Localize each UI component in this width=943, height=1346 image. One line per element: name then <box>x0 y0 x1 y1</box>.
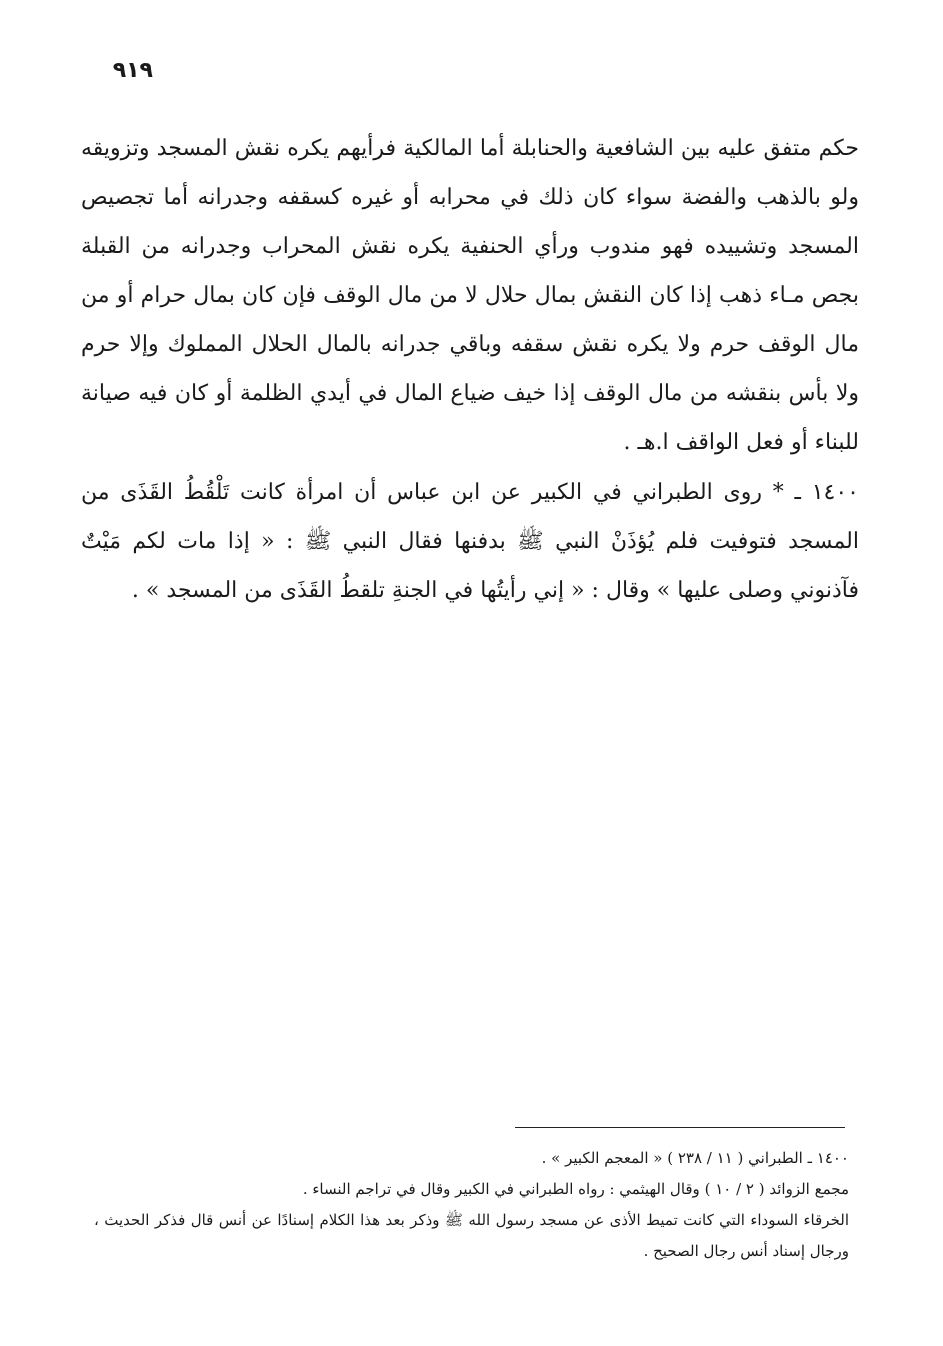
body-text <box>81 124 859 467</box>
footnote-line: الخرقاء السوداء التي كانت تميط الأذى عن مسجد رسول الله ﷺ وذكر بعد هذا الكلام إسنادًا عن أنس قال فذكر الحديث ، ورجال إسناد أنس رجال الصحيح . <box>94 1211 849 1260</box>
footnotes <box>94 1143 849 1267</box>
hadith-paragraph: ١٤٠٠ ـ * روى الطبراني في الكبير عن ابن عباس أن امرأة كانت تَلْقُطُ القَذَى من المسجد فتوفيت فلم يُؤذَنْ النبي ﷺ بدفنها فقال النبي ﷺ : « إذا مات لكم مَيْتٌ فآذنوني وصلى عليها » وقال : « إني رأيتُها في الجنةِ تلقطُ القَذَى من المسجد » . <box>81 480 859 603</box>
footnote-line: ١٤٠٠ ـ الطبراني ( ١١ / ٢٣٨ ) « المعجم الكبير » . <box>541 1149 849 1167</box>
footnote-divider <box>515 1127 845 1128</box>
hadith-block <box>81 468 859 615</box>
main-paragraph: حكم متفق عليه بين الشافعية والحنابلة أما المالكية فرأيهم يكره نقش المسجد وتزويقه ولو بالذهب والفضة سواء كان ذلك في محرابه أو غيره كسقفه وجدرانه أما تجصيص المسجد وتشييده فهو مندوب ورأي الحنفية يكره نقش المحراب وجدرانه من القبلة بجص مـاء ذهب إذا كان النقش بمال حلال لا من مال الوقف فإن كان بمال حرام أو من مال الوقف حرم ولا يكره نقش سقفه وباقي جدرانه بالمال الحلال المملوك وإلا حرم ولا بأس بنقشه من مال الوقف إذا خيف ضياع المال في أيدي الظلمة أو كان فيه صيانة للبناء أو فعل الواقف ا.هـ . <box>81 136 859 455</box>
footnote-line: مجمع الزوائد ( ٢ / ١٠ ) وقال الهيثمي : رواه الطبراني في الكبير وقال في تراجم النساء . <box>302 1180 849 1198</box>
page-number: ٩١٩ <box>112 58 153 83</box>
